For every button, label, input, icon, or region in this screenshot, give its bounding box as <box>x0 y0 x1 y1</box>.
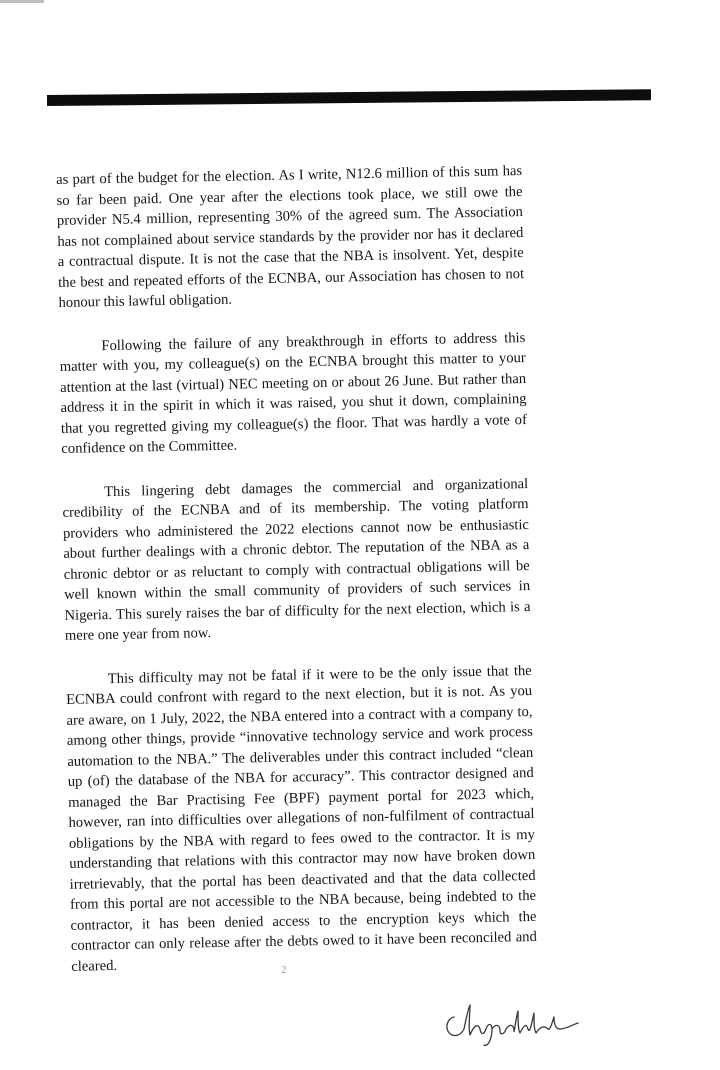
page-edge-mark <box>0 0 44 3</box>
paragraph-4: This difficulty may not be fatal if it were to be the only issue that the ECNBA could confront with regard to the next election, but it is not. As you are aware, on 1 July, 2022, the NBA entered into a contract with a company to, among other things, provide “innovative technology service and work process automation to the NBA.” The deliverables under this contract included “clean up (of) the database of the NBA for accuracy”. This contractor designed and managed the Bar Practising Fee (BPF) payment portal for 2023 which, however, ran into difficulties over allegations of non-fulfilment of contractual obligations by the NBA with regard to fees owed to the contractor. It is my understanding that relations with this contractor may now have broken down irretrievably, that the portal has been deactivated and that the data collected from this portal are not accessible to the NBA because, being indebted to the contractor, it has been denied access to the encryption keys which the contractor can only release after the debts owed to it have been reconciled and cleared. <box>66 662 537 975</box>
paragraph-3: This lingering debt damages the commercial and organizational credibility of the ECNBA and of its membership. The voting platform providers who administered the 2022 elections cannot now be enthusiastic about further dealings with a chronic debtor. The reputation of the NBA as a chronic debtor or as reluctant to comply with contractual obligations will be well known within the small community of providers of such services in Nigeria. This surely raises the bar of difficulty for the next election, which is a mere one year from now. <box>62 475 531 644</box>
page-number: 2 <box>281 964 287 976</box>
paragraph-1: as part of the budget for the election. As I write, N12.6 million of this sum has so far been paid. One year after the elections took place, we still owe the provider N5.4 million, representing 30% of the agreed sum. The Association has not complained about service standards by the provider nor has it declared a contractual dispute. It is not the case that the NBA is insolvent. Yet, despite the best and repeated efforts of the ECNBA, our Association has chosen to not honour this lawful obligation. <box>56 163 525 311</box>
header-rule <box>47 89 651 106</box>
paragraph-2: Following the failure of any breakthrough in efforts to address this matter with you, my colleague(s) on the ECNBA brought this matter to your attention at the last (virtual) NEC meeting on or about 26 June. But rather than address it in the spirit in which it was raised, you shut it down, complaining that you regretted giving my colleague(s) the floor. That was hardly a vote of confidence on the Committee. <box>59 329 528 457</box>
handwritten-signature <box>440 995 590 1050</box>
letter-body <box>56 161 538 1000</box>
